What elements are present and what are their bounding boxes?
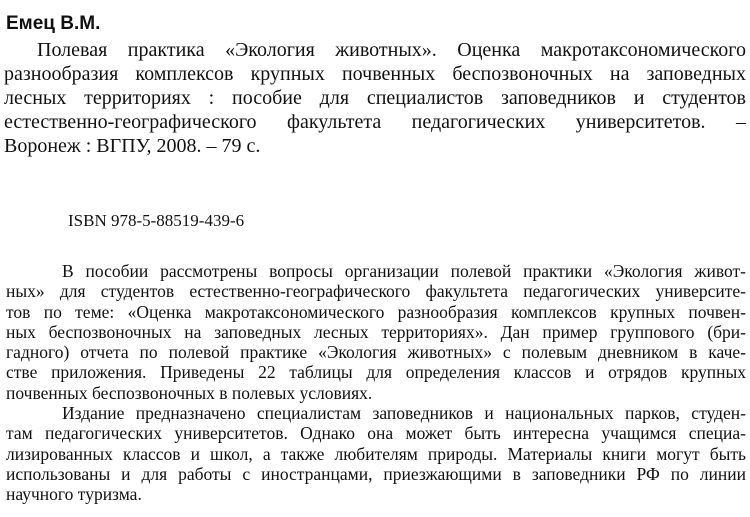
abstract-line: ных» для студентов естественно-географического факультета педагогических университе- [6,281,746,302]
abstract-line: стве приложения. Приведены 22 таблицы для определения классов и отрядов крупных [6,362,746,383]
abstract-line: гадного) отчета по полевой практике «Экология животных» с полевым дневником в каче- [6,342,746,363]
abstract-line: лизированных классов и школ, а также любителям природы. Материалы книги могут быть [6,443,746,464]
abstract-line: там педагогических университетов. Однако она может быть интересна учащимся специа- [6,423,746,444]
abstract-line: использованы и для работы с иностранцами, приезжающими в заповедники РФ по линии [6,463,746,484]
isbn: ISBN 978-5-88519-439-6 [68,211,245,230]
author-name: Емец В.М. [6,13,101,34]
bib-line: Воронеж : ВГПУ, 2008. – 79 с. [4,135,261,157]
abstract [6,261,746,505]
abstract-line: тов по теме: «Оценка макротаксономического разнообразия комплексов крупных почвен- [6,301,746,322]
abstract-line: Издание предназначено специалистам заповедников и национальных парков, студен- [62,403,746,424]
bibliographic-entry [4,38,746,158]
bib-line: лесных территориях : пособие для специалистов заповедников и студентов [4,87,746,109]
bib-line: естественно-географического факультета педагогических университетов. – [4,111,746,133]
abstract-line: почвенных беспозвоночных в полевых условиях. [6,382,373,403]
bib-line: разнообразия комплексов крупных почвенных беспозвоночных на заповедных [4,63,746,85]
abstract-line: В пособии рассмотрены вопросы организации полевой практики «Экология живот- [62,261,746,281]
abstract-line: ных беспозвоночных на заповедных лесных территориях». Дан пример группового (бри- [6,321,746,342]
bib-line: Полевая практика «Экология животных». Оценка макротаксономического [37,39,746,61]
abstract-line: научного туризма. [6,484,142,505]
